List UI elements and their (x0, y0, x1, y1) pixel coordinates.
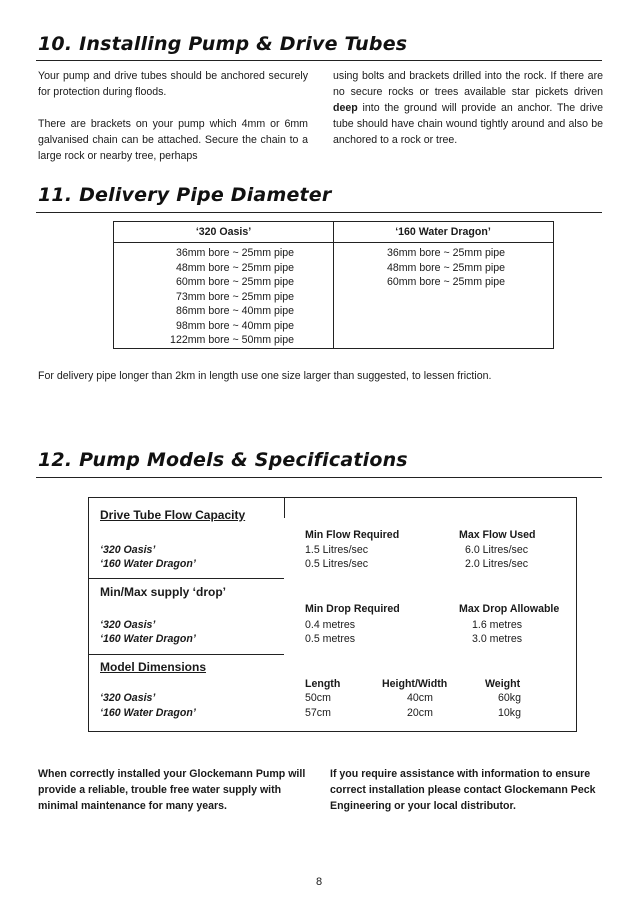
oasis-min-flow: 1.5 Litres/sec (305, 544, 369, 556)
water-dragon-min-drop: 0.5 metres (305, 633, 356, 645)
emphasis-deep: deep (333, 102, 358, 114)
pipe-row: 48mm bore ~ 25mm pipe (386, 261, 505, 274)
section-12-rule (36, 477, 602, 478)
length-column-header: Length (305, 678, 341, 690)
section-10-paragraph-2: There are brackets on your pump which 4mm or 6mm galvanised chain can be attached. Secure the chain to a large rock or nearby tree, perhaps (38, 118, 308, 162)
section-10-rule (36, 60, 602, 61)
oasis-column-header: ‘320 Oasis’ (195, 226, 252, 238)
min-flow-column-header: Min Flow Required (305, 529, 400, 541)
heading-separator (284, 498, 285, 518)
oasis-min-drop: 0.4 metres (305, 619, 356, 631)
pipe-row: 122mm bore ~ 50mm pipe (170, 334, 294, 346)
oasis-max-drop: 1.6 metres (472, 619, 523, 631)
weight-column-header: Weight (485, 678, 521, 690)
section-10-right-column (333, 68, 603, 164)
pipe-row: 98mm bore ~ 40mm pipe (175, 319, 294, 332)
oasis-weight: 60kg (498, 692, 521, 704)
model-oasis-label: ‘320 Oasis’ (100, 619, 156, 631)
section-10-paragraph-1: Your pump and drive tubes should be anchored securely for protection during floods. (38, 70, 308, 98)
water-dragon-column-header: ‘160 Water Dragon’ (395, 226, 491, 238)
water-dragon-max-flow: 2.0 Litres/sec (465, 558, 529, 570)
water-dragon-height-width: 20cm (407, 707, 433, 719)
pipe-row: 60mm bore ~ 25mm pipe (386, 276, 505, 288)
model-water-dragon-label: ‘160 Water Dragon’ (100, 707, 196, 719)
water-dragon-max-drop: 3.0 metres (472, 633, 523, 645)
pipe-row: 48mm bore ~ 25mm pipe (175, 261, 294, 274)
section-11-rule (36, 212, 602, 213)
pipe-row: 36mm bore ~ 25mm pipe (386, 247, 505, 259)
oasis-pipe-list (114, 246, 294, 348)
oasis-height-width: 40cm (407, 692, 433, 704)
flow-capacity-heading: Drive Tube Flow Capacity (100, 508, 246, 522)
water-dragon-pipe-list (333, 246, 505, 290)
block-divider (89, 654, 284, 655)
specifications-table (88, 497, 577, 732)
footer-contact-note: If you require assistance with information to ensure correct installation please contact Glockemann Peck Engineering or your local distributor. (330, 768, 596, 812)
delivery-pipe-note: For delivery pipe longer than 2km in length use one size larger than suggested, to lessen friction. (38, 370, 492, 382)
oasis-max-flow: 6.0 Litres/sec (465, 544, 529, 556)
model-water-dragon-label: ‘160 Water Dragon’ (100, 633, 196, 645)
pipe-row: 36mm bore ~ 25mm pipe (175, 247, 294, 259)
table-header-divider (114, 242, 553, 243)
water-dragon-min-flow: 0.5 Litres/sec (305, 558, 369, 570)
model-oasis-label: ‘320 Oasis’ (100, 544, 156, 556)
oasis-length: 50cm (305, 692, 331, 704)
block-divider (89, 578, 284, 579)
section-10-paragraph-3: using bolts and brackets drilled into the rock. If there are no secure rocks or trees available star pickets driven deep into the ground will provide an anchor. The drive tube should have chain wound tightly around and also be anchored to a rock or tree. (333, 70, 603, 146)
section-10-title: 10. Installing Pump & Drive Tubes (38, 33, 408, 55)
delivery-pipe-table (113, 221, 554, 349)
min-drop-column-header: Min Drop Required (305, 603, 400, 615)
pipe-row: 73mm bore ~ 25mm pipe (175, 290, 294, 303)
section-10-left-column (38, 68, 308, 180)
water-dragon-weight: 10kg (498, 707, 521, 719)
page-number: 8 (315, 876, 323, 888)
max-flow-column-header: Max Flow Used (459, 529, 536, 541)
section-12-title: 12. Pump Models & Specifications (38, 449, 408, 471)
footer-reliability-note: When correctly installed your Glockemann Pump will provide a reliable, trouble free water supply with minimal maintenance for many years. (38, 768, 306, 812)
model-water-dragon-label: ‘160 Water Dragon’ (100, 558, 196, 570)
height-width-column-header: Height/Width (382, 678, 448, 690)
max-drop-column-header: Max Drop Allowable (459, 603, 560, 615)
model-dimensions-heading: Model Dimensions (100, 660, 207, 674)
pipe-row: 86mm bore ~ 40mm pipe (175, 305, 294, 317)
model-oasis-label: ‘320 Oasis’ (100, 692, 156, 704)
supply-drop-heading: Min/Max supply ‘drop’ (100, 585, 227, 599)
water-dragon-length: 57cm (305, 707, 331, 719)
pipe-row: 60mm bore ~ 25mm pipe (175, 276, 294, 288)
section-11-title: 11. Delivery Pipe Diameter (38, 184, 332, 206)
